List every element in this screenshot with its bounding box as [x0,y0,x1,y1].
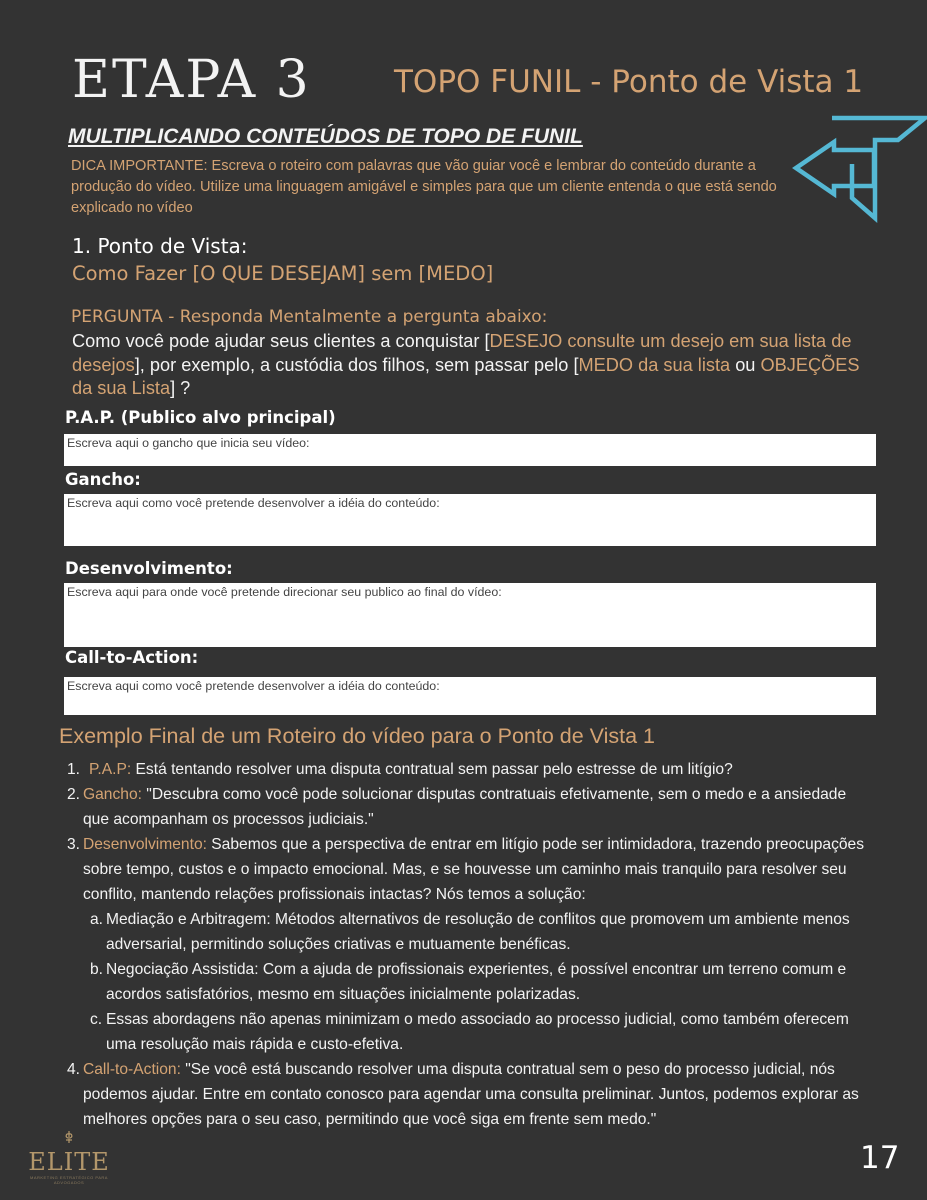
arrow-left-icon [792,114,927,234]
gancho-label: Gancho: [65,470,141,489]
pap-label: P.A.P. (Publico alvo principal) [65,408,336,427]
sub-list-item: c. Essas abordagens não apenas minimizam o medo associado ao processo judicial, como também oferecem uma resolução mais rápida e custo-efetiva. [90,1011,849,1053]
desenvolvimento-label: Desenvolvimento: [65,559,233,578]
point-of-view-formula: Como Fazer [O QUE DESEJAM] sem [MEDO] [72,262,494,285]
sub-list-item: b. Negociação Assistida: Com a ajuda de profissionais experientes, é possível encontrar um terreno comum e acordos satisfatórios, mesmo em situações inicialmente polarizadas. [90,961,847,1003]
section-subtitle: MULTIPLICANDO CONTEÚDOS DE TOPO DE FUNIL [68,125,583,148]
page-title: TOPO FUNIL - Ponto de Vista 1 [394,64,864,100]
call-to-action-label: Call-to-Action: [65,648,199,667]
logo-tagline: MARKETING ESTRATÉGICO PARA ADVOGADOS [30,1175,108,1185]
list-item: 1. P.A.P: Está tentando resolver uma disputa contratual sem passar pelo estresse de um litígio? [66,761,733,778]
fleur-icon [62,1130,76,1144]
page-number: 17 [860,1140,900,1176]
important-tip: DICA IMPORTANTE: Escreva o roteiro com palavras que vão guiar você e lembrar do conteúdo durante a produção do vídeo. Utilize uma linguagem amigável e simples para que um cliente entenda o que está sendo explicado no vídeo [71,158,777,216]
example-script-list [66,757,876,1132]
elite-logo [24,1130,114,1185]
sub-list-item: a. Mediação e Arbitragem: Métodos alternativos de resolução de conflitos que promovem um ambiente menos adversarial, permitindo soluções criativas e mutuamente benéficas. [90,911,850,953]
question-text: Como você pode ajudar seus clientes a conquistar [DESEJO consulte um desejo em sua lista de desejos], por exemplo, a custódia dos filhos, sem passar pelo [MEDO da sua lista ou OBJEÇÕES da sua Lista] ? [72,331,860,398]
call-to-action-input[interactable]: Escreva aqui como você pretende desenvolver a idéia do conteúdo: [64,677,876,715]
list-item: 4. Call-to-Action: "Se você está buscando resolver uma disputa contratual sem o peso do processo judicial, nós podemos ajudar. Entre em contato conosco para agendar uma consulta preliminar. Juntos, podemos explorar as melhores opções para o seu caso, permitindo que você siga em frente sem medo." [66,1061,859,1128]
gancho-input[interactable]: Escreva aqui como você pretende desenvolver a idéia do conteúdo: [64,494,876,546]
logo-text: ELITE [28,1148,110,1176]
list-item: 2. Gancho: "Descubra como você pode solucionar disputas contratuais efetivamente, sem o medo e a ansiedade que acompanham os processos judiciais." [66,786,847,828]
pap-input[interactable]: Escreva aqui o gancho que inicia seu vídeo: [64,434,876,466]
stage-title: ETAPA 3 [72,50,311,110]
question-label: PERGUNTA - Responda Mentalmente a pergunta abaixo: [71,307,548,327]
example-title: Exemplo Final de um Roteiro do vídeo para o Ponto de Vista 1 [59,724,655,748]
list-item: 3. Desenvolvimento: Sabemos que a perspectiva de entrar em litígio pode ser intimidadora, trazendo preocupações sobre tempo, custos e o impacto emocional. Mas, e se houvesse um caminho mais tranquilo para resolver seu conflito, mantendo relações profissionais intactas? Nós temos a solução: [66,836,865,903]
point-of-view-title: 1. Ponto de Vista: [72,234,248,258]
desenvolvimento-input[interactable]: Escreva aqui para onde você pretende direcionar seu publico ao final do vídeo: [64,583,876,647]
